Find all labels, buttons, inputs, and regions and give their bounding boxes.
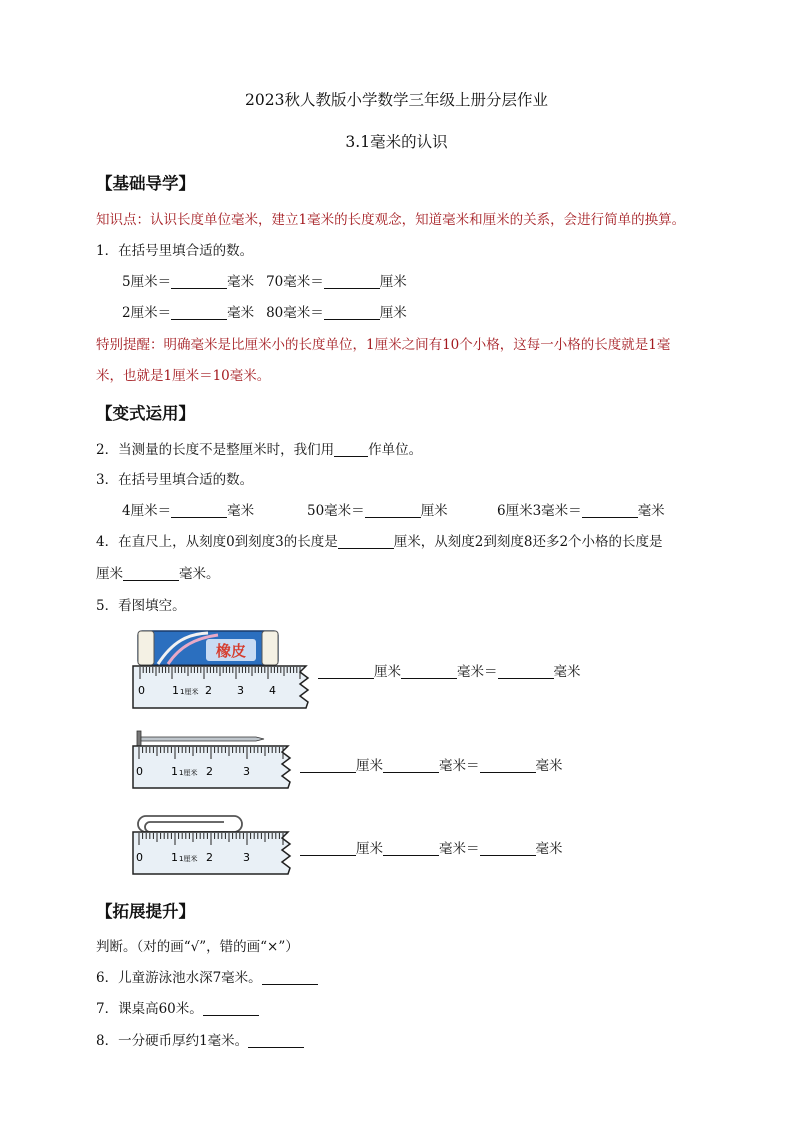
ruler-tick-label-3: 3 — [237, 684, 244, 697]
ruler-tick-label-3: 3 — [243, 765, 250, 778]
question-1-row-1: 5厘米＝ 毫米 70毫米＝ 厘米 — [122, 274, 407, 290]
figure-1-fill: 厘米 毫米＝ 毫米 — [318, 660, 581, 680]
answer-blank[interactable] — [203, 1001, 259, 1016]
ruler-unit-label: 1厘米 — [179, 769, 198, 777]
eraser-label: 橡皮 — [215, 642, 247, 660]
answer-blank[interactable] — [401, 664, 457, 679]
special-tip-line-2: 米，也就是1厘米＝10毫米。 — [96, 368, 271, 384]
answer-blank[interactable] — [262, 970, 318, 985]
section-heading-extension: 【拓展提升】 — [96, 902, 195, 921]
answer-blank[interactable] — [498, 664, 554, 679]
nail-image — [137, 731, 264, 747]
section-heading-practice: 【变式运用】 — [96, 404, 195, 423]
answer-blank[interactable] — [300, 758, 356, 773]
ruler-unit-label: 1厘米 — [179, 855, 198, 863]
answer-blank[interactable] — [383, 758, 439, 773]
answer-blank[interactable] — [324, 274, 380, 289]
figure-2-fill: 厘米 毫米＝ 毫米 — [300, 754, 563, 774]
knowledge-point: 知识点：认识长度单位毫米，建立1毫米的长度观念，知道毫米和厘米的关系，会进行简单的换算。 — [96, 212, 686, 228]
answer-blank[interactable] — [324, 305, 380, 320]
paperclip-image — [138, 816, 242, 832]
answer-blank[interactable] — [582, 503, 638, 518]
ruler-unit-label: 1厘米 — [180, 688, 199, 696]
question-3-item-c: 6厘米3毫米＝ 毫米 — [497, 503, 665, 519]
answer-blank[interactable] — [365, 503, 421, 518]
question-4-line-2: 厘米 毫米。 — [96, 566, 220, 582]
answer-blank[interactable] — [300, 841, 356, 856]
question-1: 1．在括号里填合适的数。 — [96, 243, 254, 259]
answer-blank[interactable] — [480, 758, 536, 773]
question-4-line-1: 4．在直尺上，从刻度0到刻度3的长度是 厘米，从刻度2到刻度8还多2个小格的长度是 — [96, 534, 663, 550]
ruler-tick-label-0: 0 — [136, 765, 143, 778]
special-tip-line-1: 特别提醒：明确毫米是比厘米小的长度单位，1厘米之间有10个小格，这每一小格的长度就是1毫 — [96, 337, 671, 353]
section-heading-basic: 【基础导学】 — [96, 174, 195, 193]
ruler-tick-label-3: 3 — [243, 851, 250, 864]
ruler-tick-label-1: 1 — [172, 684, 179, 697]
question-1-row-2: 2厘米＝ 毫米 80毫米＝ 厘米 — [122, 305, 407, 321]
answer-blank[interactable] — [318, 664, 374, 679]
ruler-tick-label-4: 4 — [269, 684, 276, 697]
question-3: 3．在括号里填合适的数。 — [96, 472, 254, 488]
figure-paperclip-ruler — [128, 812, 300, 878]
figure-3-fill: 厘米 毫米＝ 毫米 — [300, 837, 563, 857]
answer-blank[interactable] — [383, 841, 439, 856]
answer-blank[interactable] — [123, 566, 179, 581]
ruler-tick-label-0: 0 — [138, 684, 145, 697]
question-2: 2．当测量的长度不是整厘米时，我们用 作单位。 — [96, 442, 423, 458]
question-3-item-a: 4厘米＝ 毫米 — [122, 503, 255, 519]
question-5: 5．看图填空。 — [96, 598, 186, 614]
ruler-tick-label-2: 2 — [206, 765, 213, 778]
question-3-item-b: 50毫米＝ 厘米 — [307, 503, 448, 519]
ruler — [133, 746, 290, 788]
question-7: 7．课桌高60米。 — [96, 997, 259, 1017]
ruler-tick-label-2: 2 — [206, 851, 213, 864]
document-title: 2023秋人教版小学数学三年级上册分层作业 — [245, 91, 548, 109]
ruler-tick-label-1: 1 — [171, 765, 178, 778]
answer-blank[interactable] — [480, 841, 536, 856]
figure-eraser-ruler — [128, 626, 318, 712]
answer-blank[interactable] — [171, 503, 227, 518]
ruler-tick-label-1: 1 — [171, 851, 178, 864]
question-8: 8．一分硬币厚约1毫米。 — [96, 1029, 304, 1049]
ruler — [133, 832, 290, 874]
answer-blank[interactable] — [248, 1033, 304, 1048]
ruler-tick-label-0: 0 — [136, 851, 143, 864]
answer-blank[interactable] — [171, 305, 227, 320]
document-subtitle: 3.1毫米的认识 — [345, 133, 448, 151]
answer-blank[interactable] — [171, 274, 227, 289]
question-6: 6．儿童游泳池水深7毫米。 — [96, 966, 318, 986]
ruler-tick-label-2: 2 — [205, 684, 212, 697]
answer-blank[interactable] — [338, 534, 394, 549]
figure-nail-ruler — [128, 728, 300, 792]
answer-blank[interactable] — [334, 442, 368, 457]
eraser-image — [138, 631, 278, 665]
judgement-intro: 判断。（对的画“√”，错的画“×”） — [96, 939, 299, 955]
ruler — [133, 666, 308, 708]
